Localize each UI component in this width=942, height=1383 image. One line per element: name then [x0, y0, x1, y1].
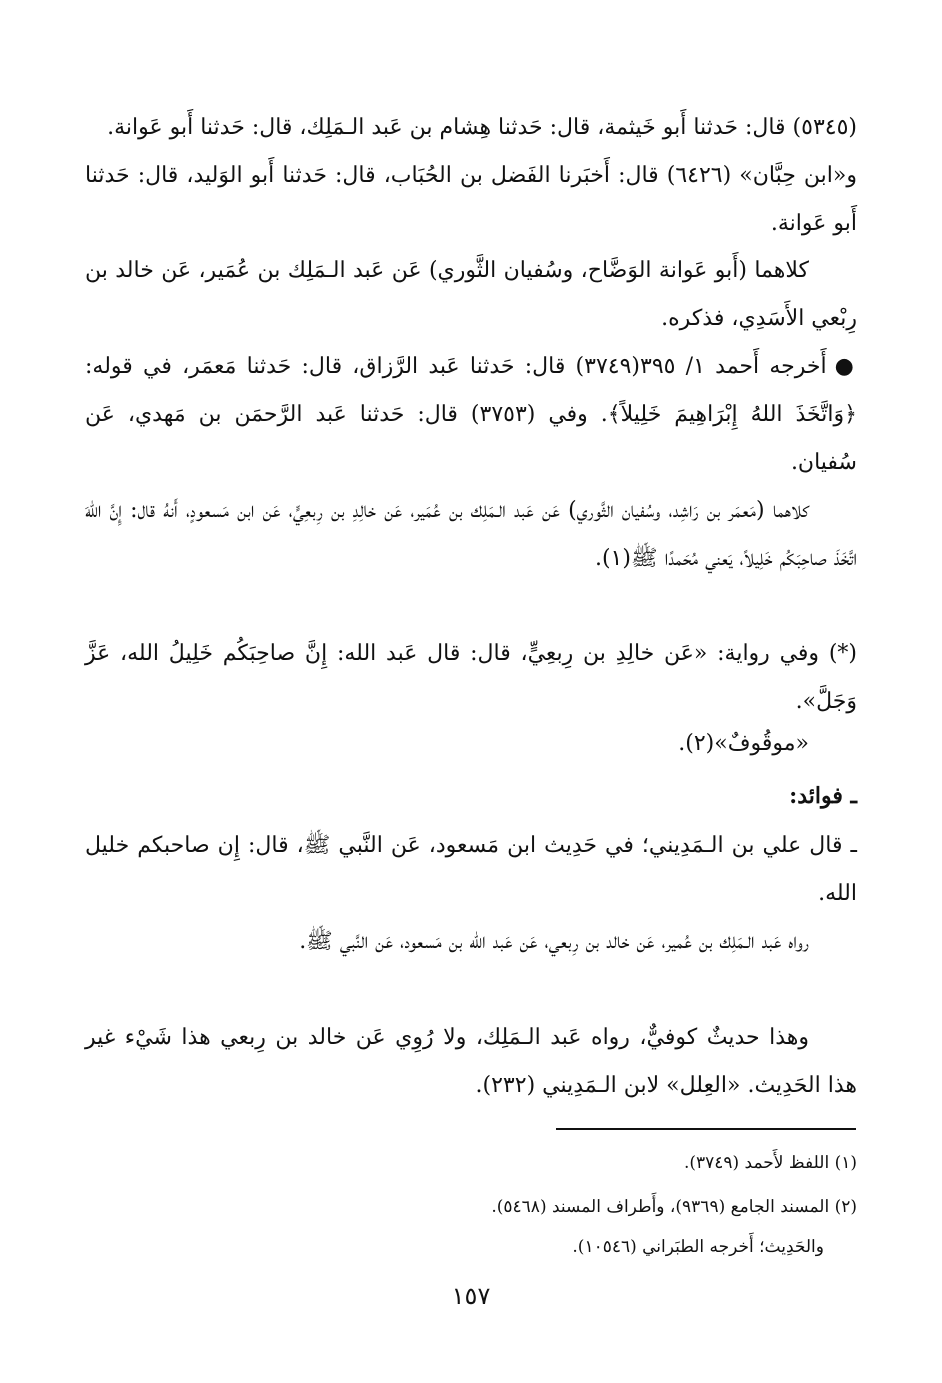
paragraph-hadith-5345: (٥٣٤٥) قال: حَدثنا أَبو خَيثمة، قال: حَدثنا هِشام بن عَبد الـمَلِك، قال: حَدثنا أَبو عَوانة.	[107, 115, 857, 140]
paragraph-kufi: وهذا حديثٌ كوفيٌّ، رواه عَبد الـمَلِك، ولا رُوِي عَن خالد بن رِبعي هذا شَيْء غير هذا الحَدِيث. «العِلل» لابن الـمَدِيني (٢٣٢).	[85, 1025, 857, 1098]
footnote-1: (١) اللفظ لأَحمد (٣٧٤٩).	[683, 1153, 857, 1173]
footnote-2: (٢) المسند الجامع (٩٣٦٩)، وأَطراف المسند (٥٤٦٨).	[491, 1197, 857, 1217]
paragraph-riwaya: (*) وفي رواية: «عَن خالِدِ بن رِبعِيٍّ، قال: قال عَبد الله: إِنَّ صاحِبَكُم خَلِيلُ الله، عَزَّ وَجَلَّ».	[85, 641, 857, 714]
paragraph-ibn-almadini: ـ قال علي بن الـمَدِيني؛ في حَدِيث ابن مَسعود، عَن النَّبي ﷺ، قال: إِن صاحبكم خليل الله.	[85, 833, 857, 906]
paragraph-takhrij-ahmad	[85, 343, 857, 487]
paragraph-ibn-hibban: و«ابن حِبَّان» (٦٤٢٦) قال: أَخبَرنا الفَضل بن الحُبَاب، قال: حَدثنا أَبو الوَليد، قال: حَدثنا أَبو عَوانة.	[85, 163, 857, 236]
bullet-icon: ●	[834, 354, 858, 379]
paragraph-kilahuma-1: كلاهما (أَبو عَوانة الوَضَّاح، وسُفيان الثَّوري) عَن عَبد الـمَلِك بن عُمَير، عَن خالد بن رِبْعي الأَسَدِي، فذكره.	[85, 258, 857, 331]
paragraph-rawahu: رواه عَبد الـمَلِك بن عُمير، عَن خالد بن رِبعي، عَن عَبد الله بن مَسعود، عَن النَّبي ﷺ.	[299, 929, 809, 954]
takhrij-text: أَخرجه أَحمد ١/ ٣٩٥(٣٧٤٩) قال: حَدثنا عَبد الرَّزاق، قال: حَدثنا مَعمَر، في قوله: ﴿وَاتَّخَذَ اللهُ إِبْرَاهِيمَ خَلِيلاً﴾. وفي (٣٧٥٣) قال: حَدثنا عَبد الرَّحمَن بن مَهدي، عَن سُفيان.	[85, 354, 857, 475]
section-heading-fawaid: ـ فوائد:	[789, 783, 857, 809]
footnote-divider	[556, 1128, 856, 1130]
paragraph-mawquf: «موقُوفٌ»(٢).	[678, 731, 809, 756]
footnote-2-continuation: والحَدِيث؛ أَخرجه الطبَراني (١٠٥٤٦).	[572, 1237, 824, 1257]
page-number: ١٥٧	[451, 1282, 491, 1310]
paragraph-kilahuma-2: كلاهما (مَعمَر بن رَاشِد، وسُفيان الثَّوري) عَن عَبد الـمَلِك بن عُمَير، عَن خالِدِ بن رِبعِيٍّ، عَن ابن مَسعودٍ، أَنهُ قال: إِنَّ اللهَ اتَّخَذَ صاحِبَكُم خَلِيلاً، يَعني مُحَمدًا ﷺ(١).	[85, 498, 857, 571]
